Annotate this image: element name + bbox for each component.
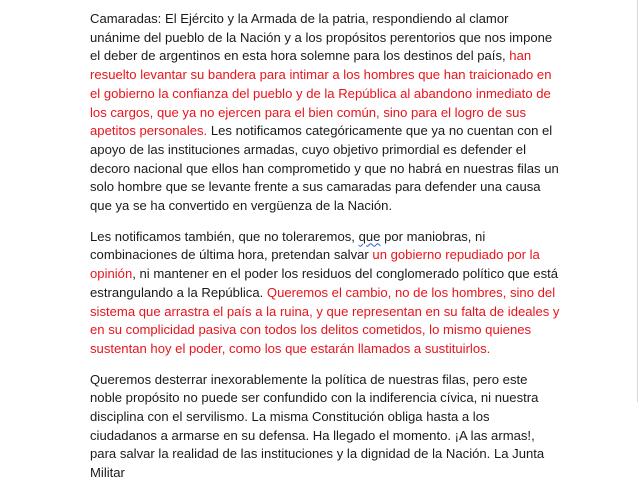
paragraph-1-red-highlight: han resuelto levantar su bandera para intimar a los hombres que han traicionado en el gobierno la confianza del pueblo y de la República al abandono inmediato de los cargos, que ya no ejercen para el bien común, sino para el logro de sus apetitos personales. bbox=[90, 48, 552, 139]
paragraph-2-text-a: Les notificamos también, que no toleraremos, bbox=[90, 228, 359, 244]
paragraph-3[interactable] bbox=[90, 371, 560, 483]
page-edge-divider bbox=[637, 0, 638, 402]
paragraph-2-red-highlight-a: un gobierno repudiado por la opinión bbox=[90, 247, 540, 282]
spellcheck-flagged-word[interactable]: que bbox=[358, 228, 381, 244]
paragraph-3-text: Queremos desterrar inexorablemente la política de nuestras filas, pero este noble propósito no puede ser confundido con la indiferencia cívica, ni nuestra disciplina con el servilismo. La misma Constitución obliga hasta a los ciudadanos a armarse en su defensa. Ha llegado el momento. ¡A las armas!, para salvar la realidad de las instituciones y la dignidad de la Nación. La Junta Militar bbox=[90, 371, 545, 481]
paragraph-2[interactable] bbox=[90, 228, 560, 359]
paragraph-1-text-a: Camaradas: El Ejército y la Armada de la patria, respondiendo al clamor unánime del pueblo de la Nación y a los propósitos perentorios que nos impone el deber de argentinos en esta hora solemne para los destinos del país, bbox=[90, 11, 553, 64]
paragraph-1[interactable] bbox=[90, 10, 560, 216]
paragraph-2-text-c: , ni mantener en el poder los residuos del conglomerado político que está estrangulando a la República. bbox=[90, 266, 559, 300]
paragraph-2-red-highlight-b: Queremos el cambio, no de los hombres, sino del sistema que arrastra el país a la ruina, y que representan en su falta de ideales y en su complicidad pasiva con todos los delitos cometidos, lo mismo quienes sustentan hoy el poder, como los que estarán llamados a sustituirlos. bbox=[90, 284, 560, 356]
paragraph-2-text-b: por maniobras, ni combinaciones de última hora, pretendan salvar bbox=[90, 228, 486, 263]
paragraph-1-text-b: Les notificamos categóricamente que ya no cuentan con el apoyo de las instituciones armadas, cuyo objetivo primordial es defender el decoro nacional que ellos han comprometido y que no habrá en nuestras filas un solo hombre que se levante frente a sus camaradas para defender una causa que ya se ha convertido en vergüenza de la Nación. bbox=[90, 123, 559, 214]
document-body[interactable] bbox=[90, 10, 560, 495]
